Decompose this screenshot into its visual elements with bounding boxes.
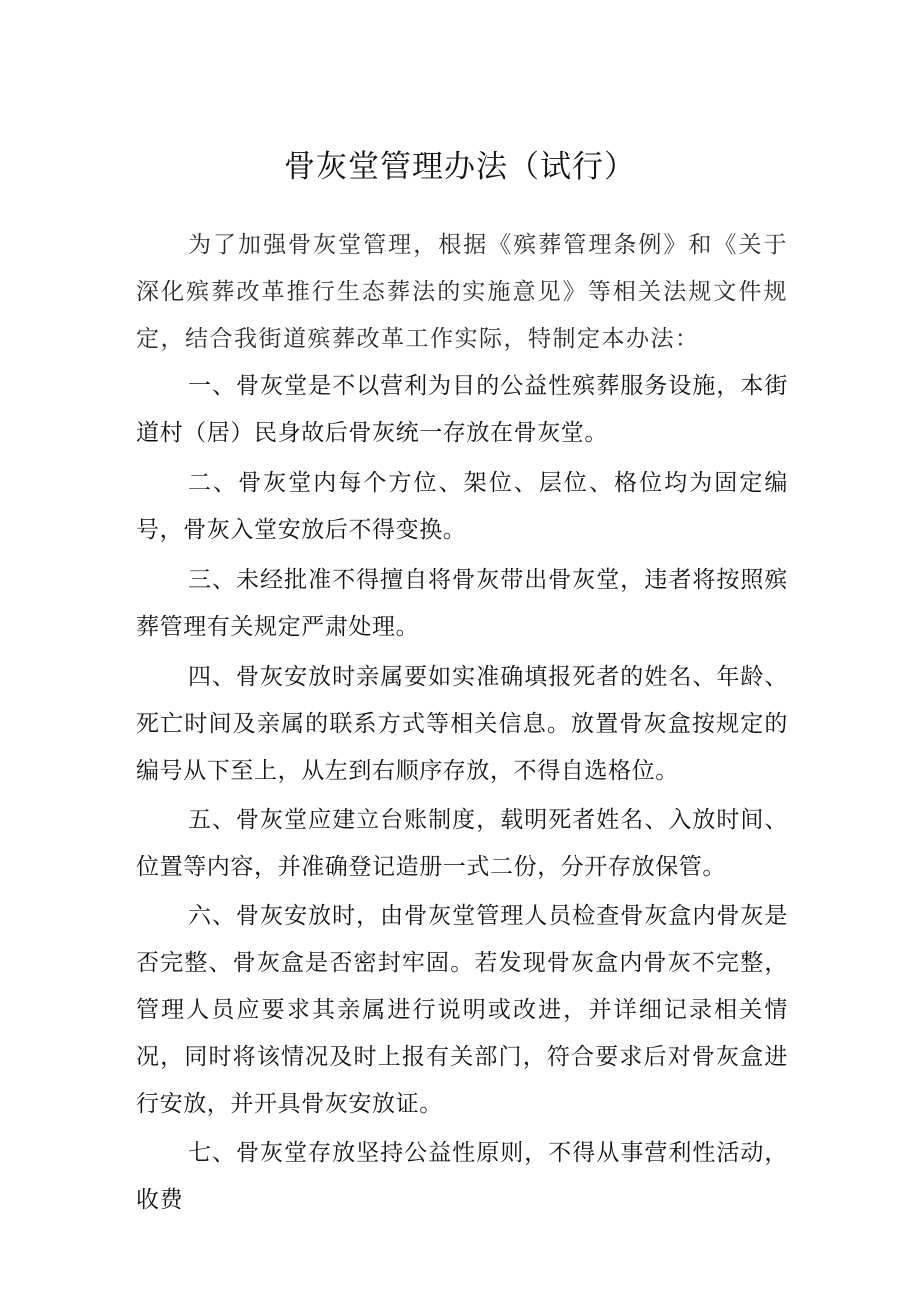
article-3: 三、未经批准不得擅自将骨灰带出骨灰堂，违者将按照殡葬管理有关规定严肃处理。 [136,567,788,640]
article-6: 六、骨灰安放时，由骨灰堂管理人员检查骨灰盒内骨灰是否完整、骨灰盒是否密封牢固。若发现骨灰盒内骨灰不完整，管理人员应要求其亲属进行说明或改进，并详细记录相关情况，同时将该情况及时上报有关部门，符合要求后对骨灰盒进行安放，并开具骨灰安放证。 [136,903,788,1117]
article-7: 七、骨灰堂存放坚持公益性原则，不得从事营利性活动，收费 [136,1140,788,1213]
article-2: 二、骨灰堂内每个方位、架位、层位、格位均为固定编号，骨灰入堂安放后不得变换。 [136,470,788,543]
article-4: 四、骨灰安放时亲属要如实准确填报死者的姓名、年龄、死亡时间及亲属的联系方式等相关信息。放置骨灰盒按规定的编号从下至上，从左到右顺序存放，不得自选格位。 [136,664,788,784]
document-title: 骨灰堂管理办法（试行） [284,149,636,185]
intro-paragraph: 为了加强骨灰堂管理，根据《殡葬管理条例》和《关于深化殡葬改革推行生态葬法的实施意见》等相关法规文件规定，结合我街道殡葬改革工作实际，特制定本办法： [136,232,788,352]
article-1: 一、骨灰堂是不以营利为目的公益性殡葬服务设施，本街道村（居）民身故后骨灰统一存放在骨灰堂。 [136,373,788,446]
article-5: 五、骨灰堂应建立台账制度，载明死者姓名、入放时间、位置等内容，并准确登记造册一式二份，分开存放保管。 [136,807,788,880]
